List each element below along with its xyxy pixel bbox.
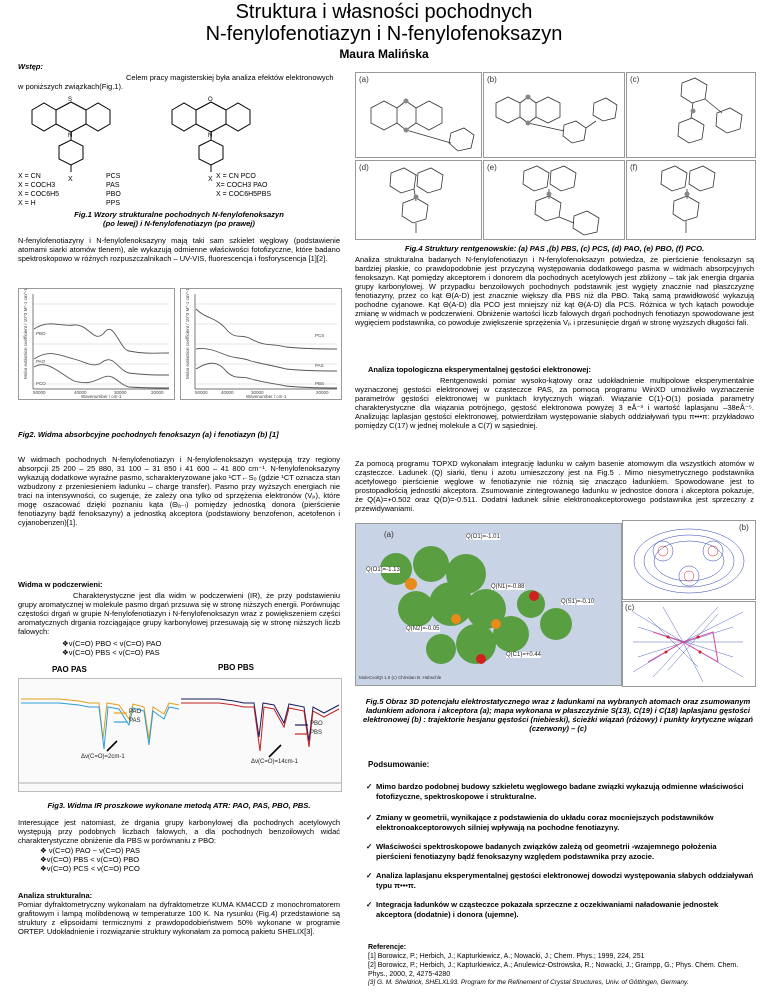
fig2-right-xtick: 30000 (251, 390, 264, 395)
atom-x-label-right: X (208, 176, 213, 182)
para3-item-3: ❖ν(C=O) PCS < ν(C=O) PCO (40, 864, 140, 873)
fig5-label-a: (a) (384, 530, 394, 539)
fig2-left-ylabel: Molar extinction coefficient / 10^3 M^-1 cm^-1 (23, 288, 28, 379)
fig2-left-xtick: 30000 (114, 390, 127, 395)
fig5-panel-c (622, 601, 756, 687)
fig4-panel-c (626, 72, 756, 158)
fig4-panel-d (355, 160, 482, 240)
fig1-caption-2: (po lewej) i N-fenylofenotiazyn (po prawej) (103, 219, 255, 228)
summary-list (366, 782, 754, 933)
para3-item-1: ❖ ν(C=O) PAO ~ ν(C=O) PAS (40, 846, 141, 855)
fig1-mid-label: PPS (106, 200, 121, 207)
fig1-mid-label: PBO (106, 191, 121, 198)
para3-item-2: ❖ν(C=O) PBS < ν(C=O) PBO (40, 855, 140, 864)
para3-item-1-text: ν(C=O) PAO ~ ν(C=O) PAS (48, 846, 141, 855)
fig5-q-label: Q(S1)=-0.10 (561, 599, 595, 605)
fig5-gradient-paths (623, 602, 755, 686)
title-line-2: N-fenylofenotiazyn i N-fenylofenoksazyn (205, 23, 563, 45)
fig4-panel-b (483, 72, 625, 158)
fig2-right-ylabel: Molar extinction coefficient / 10^3 M^-1 cm^-1 (185, 288, 190, 379)
fig4-ortep-b (484, 73, 624, 157)
atom-n-label-left: N (68, 133, 73, 139)
fig1-left-label: X = COC6H5 (18, 191, 60, 198)
fig2-right-label-pcs: PCS (315, 333, 325, 338)
fig3-right-title: PBO PBS (218, 663, 255, 672)
atom-s-label: S (68, 97, 73, 103)
fig2-left-xtick: 50000 (33, 390, 46, 395)
fig5-q-label: Q(O1)=-1.01 (466, 534, 500, 540)
fig1-right-labels (216, 172, 271, 199)
fig4-panel-a (355, 72, 482, 158)
fig2-right-xlabel: Wavenumber / cm-1 (246, 394, 287, 399)
paragraph-intro-2: N-fenylofenotiazyny i N-fenylofenoksazyny mają taki sam szkielet węglowy (podstawienie atomami siarki atomów tlenem), ale wykazują odmienne właściwości fotofizyczne, które badano spektroskopowo w różnych rozpuszczalnikach – UV-VIS, fluorescencja i fosforyscencja [1][2]. (18, 236, 340, 263)
ir-text: Charakterystyczne jest dla widm w podczerwieni (IR), że przy podstawieniu grupy aromatycznej w molekule pasmo drgań przsuwa się w stronę niższych energii. Porównując częstości drgań w grupie N-fenylofenotiazyn i N-fenylofenoksazyn wraz z powiększeniem części aromatycznych drgania rozciągające grupy karbonylowej przesuwają się w stronę niższych liczb falowych: (18, 591, 340, 636)
paragraph-absorption: W widmach pochodnych N-fenylofenotiazyn i N-fenylofenoksazyn występują trzy regiony absorpcji 25 200 – 25 880, 31 100 – 31 850 i 41 600 – 41 800 cm⁻¹. N-fenylofenoksazyny wykazują dodatkowe wyraźne pasmo, scharakteryzowane jako ¹CT←S₀ (gdzie ¹CT oznacza stan wzbudzony z przeniesieniem ładunku – charge transfer). Pasmo przy wyższych energiach nie traci na intensywności, co sugeruje, że zależy ona tylko od sprzężenia elektronów (Vₚ), które mogę oszacować dzięki poznaniu kąta (Θₐ₋ₗ) pomiędzy jednostką donora (pierścienie fenotiazyny bądź fenoksazyny) a jednostką akceptora (podstawiony benzofenon, acetofenon i cyjanobenzen)[1]. (18, 455, 340, 527)
fig2-right-label-pas: PAS (315, 363, 324, 368)
fig1-left-labels (18, 172, 59, 208)
fig2-left-label-pbo: PBO (36, 331, 46, 336)
summary-item: ✓ Mimo bardzo podobnej budowy szkieletu węglowego badane związki wykazują odmienne właściwości fotofizyczne, spektroskopowe i strukturalne. (366, 782, 754, 801)
fig2-left-label-pao: PAO (36, 359, 46, 364)
topo-text-1: Rentgenowski pomiar wysoko-kątowy oraz udokładnienie multipolowe eksperymentalnie wyznaczonej gęstości elektronowej w cząsteczce PAS, za pomocą programu WinXD umożliwiło wyznaczenie parametrów gęstości elektronowej w punktach krytycznych wiązań. Wiązanie C(1)-O(1) posiada parametry charakterystyczne dla wiązania potrójnego, gęstość elektronowa powyżej 3 eÅ⁻³ i wartość laplasjanu –38eÅ⁻⁵. Analizując laplasjan gęstości elektronowej, potwierdziłam występowanie słabych oddziaływań typu π•••π: przykładowo pomiędzy C(17) w jednej molekule a C(7) w sąsiedniej. (355, 376, 754, 430)
fig4-ortep-a (356, 73, 481, 157)
reference-1: [1] Borowicz, P.; Herbich, J.; Kapturkiewicz, A.; Nowacki, J.; Chem. Phys.; 1999, 224, 251 (368, 953, 645, 960)
fig2-right-xtick: 40000 (221, 390, 234, 395)
fig5-q-label: Q(N1)=-0.88 (491, 584, 525, 590)
fig3-legend-pbs: PBS (310, 730, 323, 736)
title-line-1: Struktura i własności pochodnych (235, 1, 533, 23)
fig2-chart-right (180, 288, 342, 400)
paragraph-carbonyl: Interesujące jest natomiast, że drgania grupy karbonylowej dla pochodnych acetylowych występują przy podobnych liczbach falowych, a dla pochodnych benzoilowych widać charakterystyczne obniżenie dla PBS w porównaniu z PBO: (18, 818, 340, 845)
fig5-q-label: Q(C1)=+0.44 (506, 652, 542, 658)
fig4-label-d: (d) (359, 163, 369, 172)
fig5-label-c: (c) (625, 603, 635, 612)
ir-item-2-text: ν(C=O) PBS < ν(C=O) PAS (68, 648, 160, 657)
fig4-caption: Fig.4 Struktury rentgenowskie: (a) PAS ,(b) PBS, (c) PCS, (d) PAO, (e) PBO, (f) PCO. (404, 244, 705, 253)
fig4-ortep-f (627, 161, 755, 239)
fig1-left-label: X = CN (18, 173, 41, 180)
fig1-right-label: X = CN PCO (216, 173, 256, 180)
fig3-left-title: PAO PAS (52, 665, 87, 674)
fig5-q-label: Q(N2)=-0.05 (406, 626, 440, 632)
fig2-right-label-pbs: PBS (315, 381, 325, 386)
fig5-q-label: Q(O1)=-1.13 (366, 567, 400, 573)
summary-heading: Podsumowanie: (368, 760, 430, 769)
reference-3: [3] G. M. Sheldrick, SHELXL93. Program for the Refinement of Crystal Structures, Univ. of Göttingen, Germany. (368, 979, 689, 986)
ir-item-1-text: ν(C=O) PBO < ν(C=O) PAO (68, 639, 162, 648)
fig5-label-b: (b) (739, 523, 749, 532)
fig2-chart-left (18, 288, 175, 400)
fig1-left-label: X = H (18, 200, 36, 207)
references-heading: Referencje: (368, 944, 407, 951)
struct-text: Pomiar dyfraktometryczny wykonałam na dyfraktometrze KUMA KM4CCD z monochromatorem grafitowym i lampą molibdenową w temperaturze 100 K. Na rysunku (Fig.4) przedstawione są struktury z elipsoidami termicznymi z prawdopodobieństwem 50% wykonane w programie ORTEP. Udokładnienie i rozwiązanie struktury wykonałam za pomocą pakietu SHELIX[3]. (18, 900, 340, 936)
fig2-caption: Fig2. Widma absorbcyjne pochodnych fenoksazyn (a) i fenotiazyn (b) [1] (18, 430, 279, 439)
fig3-caption: Fig3. Widma IR proszkowe wykonane metodą ATR: PAO, PAS, PBO, PBS. (47, 801, 311, 810)
ir-item-1: ❖ν(C=O) PBO < ν(C=O) PAO (62, 639, 162, 648)
fig5-panel-a (355, 523, 622, 686)
intro-text: Celem pracy magisterskiej była analiza efektów elektronowych w poniższych związkach(Fig.1). (18, 73, 334, 91)
intro-heading: Wstęp: (18, 62, 43, 71)
fig3-legend-pbo: PBO (310, 721, 323, 727)
fig5-caption: Fig.5 Obraz 3D potencjału elektrostatycznego wraz z ładunkami na wybranych atomach oraz zsumowanym ładunkiem adonora i akceptora (a); mapa wykonana w płaszczyźnie S(13), C(19) i C(18) laplasjanu gęstości elektronowej (b) : trajektorie hesjanu gęstości (niebieski), ścieżki wiązań (różowy) i punkty krytyczne wiązań (czerwony) – (c) (363, 697, 753, 733)
fig2-left-xlabel: Wavenumber / cm-1 (81, 394, 122, 399)
fig3-legend-pao: PAO (129, 709, 142, 715)
fig1-structures (20, 92, 320, 182)
fig1-left-label: X = COCH3 (18, 182, 56, 189)
struct-heading: Analiza strukturalna: (18, 891, 93, 900)
atom-o-label: O (208, 97, 213, 103)
author: Maura Malińska (339, 47, 429, 61)
summary-item: ✓ Właściwości spektroskopowe badanych związków zależą od geometrii -wzajemnego położenia pierścieni fenotiazyny bądź fenoksazyny względem podstawnika przy azocie. (366, 842, 754, 861)
fig4-panel-f (626, 160, 756, 240)
fig2-left-xtick: 20000 (151, 390, 164, 395)
fig1-caption-1: Fig.1 Wzory strukturalne pochodnych N-fenylofenoksazyn (74, 210, 284, 219)
fig1-mid-label: PCS (106, 173, 121, 180)
atom-x-label-left: X (68, 176, 73, 182)
fig1-right-label: X = COC6H5PBS (216, 191, 272, 198)
fig3-annotation-right: Δν(C=O)=14cm-1 (251, 759, 299, 765)
fig4-ortep-e (484, 161, 624, 239)
topo-text-2: Za pomocą programu TOPXD wykonałam integrację ładunku w całym basenie atomowym dla wszystkich atomów w cząsteczce. Ładunek (Q) siarki, tlenu i azotu umieszczony jest na Fig.5 . Mimo niesymetrycznego podstawnika acetylowego pierścienie węglowe w fenotiazynie nie różnią się znacząco ładunkiem. Spowodowane jest to prostopadłością jednostki akceptora. Zsumowanie zintegrowanego ładunku w jednostce donora i akceptora pokazuje, że Q(A)=+0.502 oraz Q(D)=-0.511. Dodatni ładunek silnie elektronoakceptorowego podstawnika jest sprzeczny z przewidywaniami. (355, 459, 754, 513)
fig4-label-a: (a) (359, 75, 369, 84)
fig4-ortep-c (627, 73, 755, 157)
fig2-left-xtick: 40000 (74, 390, 87, 395)
fig3-ir-chart (18, 678, 342, 792)
ir-item-2: ❖ν(C=O) PBS < ν(C=O) PAS (62, 648, 160, 657)
fig5-credit: MoleCoolQt 1.0 (c) Christian B. Hübschle (359, 675, 442, 680)
fig5-laplacian-map (623, 521, 755, 599)
fig4-panel-e (483, 160, 625, 240)
fig1-mid-labels (106, 172, 121, 208)
para3-item-3-text: ν(C=O) PCS < ν(C=O) PCO (46, 864, 140, 873)
fig4-label-e: (e) (487, 163, 497, 172)
paragraph-structure: Analiza strukturalna badanych N-fenylofenotiazyn i N-fenylofenoksazyn potwiedza, że pierścienie fenoksazyn są bardziej płaskie, co prawdopodobnie jest przyczyną występowania dodatkowego pasma w widmach absorpcyjnych fenoksazyn. Kąt pomiędzy akceptorem i donorem dla pochodnych acetylowych jest zbliżony – tak jak energia drgania grupy karbonylowej. W przypadku benzoilowych pochodnych podstawnik jest wygięty znacznie nad płaszczyznę fenotiazyny, przez co kąt Θ(A-D) jest znacznie większy dla PBS niż dla PBO. Taką samą prawidłowość wykazują pochodne cyjanowe. Kąt Θ(A-D) dla PCO jest mniejszy niż kąt Θ(A-D) dla PCS. Różnica w tych kątach powoduje zmianę w widmach w podczerwieni. Obniżenie wartości liczb falowych drgań pochodnych fenotiazyn spowodowane jest wygięciem podstawnika, co powoduje zwiększenie sprzężenia Vₚ i przesunięcie drgań w stronę wyższych długości fali. (355, 255, 754, 327)
fig3-ir-svg (19, 679, 341, 791)
fig5-panel-b (622, 520, 756, 600)
ir-heading: Widma w podczerwieni: (18, 580, 103, 589)
fig3-legend-pas: PAS (129, 718, 141, 724)
fig1-mid-label: PAS (106, 182, 120, 189)
fig2-left-label-pco: PCO (36, 381, 46, 386)
summary-item: ✓ Integracja ładunków w cząsteczce pokazała sprzeczne z oczekiwaniami naładowanie jednostek akceptora (dodatnie) i donora (ujemne). (366, 900, 754, 919)
topo-heading: Analiza topologiczna eksperymentalnej gęstości elektronowej: (368, 365, 591, 374)
fig4-label-f: (f) (630, 163, 638, 172)
fig4-label-c: (c) (630, 75, 640, 84)
summary-item: ✓ Analiza laplasjanu eksperymentalnej gęstości elektronowej dowodzi występowania słabych oddziaływań typu π•••π. (366, 871, 754, 890)
summary-item: ✓ Zmiany w geometrii, wynikające z podstawienia do układu coraz mocniejszych podstawników elektronoakceptorowych silniej wpływają na pochodne fenotiazyny. (366, 813, 754, 832)
atom-n-label-right: N (208, 133, 213, 139)
reference-2: [2] Borowicz, P.; Herbich, J.; Kapturkiewicz, A.; Anulewicz-Ostrowska, R.; Nowacki, J.; Grampp, G.; Phys. Chem. Chem. Phys., 2000, 2, 4275-4280 (368, 962, 739, 978)
fig1-right-label: X= COCH3 PAO (216, 182, 268, 189)
fig3-annotation-left: Δν(C=O)=2cm-1 (81, 754, 125, 760)
fig2-right-xtick: 50000 (195, 390, 208, 395)
para3-item-2-text: ν(C=O) PBS < ν(C=O) PBO (46, 855, 140, 864)
fig4-label-b: (b) (487, 75, 497, 84)
fig4-ortep-d (356, 161, 481, 239)
fig2-right-xtick: 20000 (316, 390, 329, 395)
